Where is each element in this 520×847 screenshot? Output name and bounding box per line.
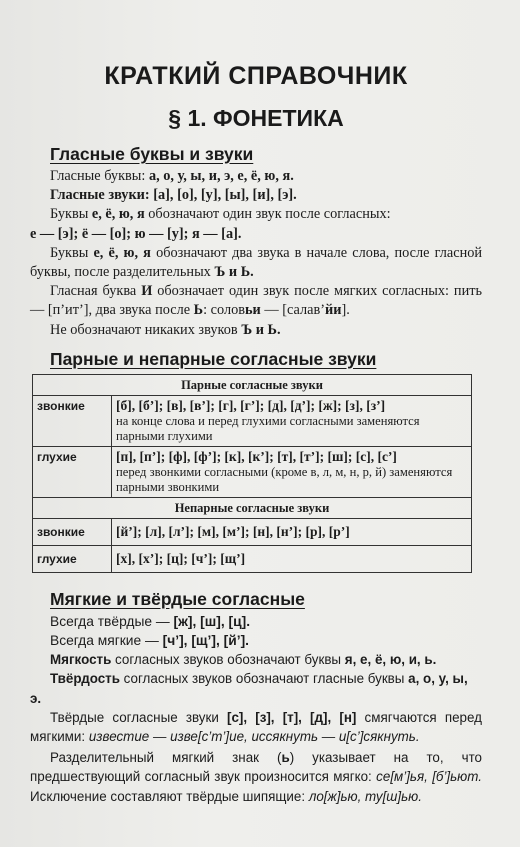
sep-example2: ло[ж]ью, ту[ш]ью.	[308, 788, 422, 804]
vowel-letters-label: Гласные буквы:	[50, 168, 146, 184]
paired-heading: Парные и непарные согласные звуки	[50, 348, 377, 369]
hardness-post: согласных звуков обозначают гласные буквы	[123, 671, 405, 687]
unpaired-header: Непарные согласные звуки	[33, 497, 472, 518]
i-post: обозначает один звук после мягких согласных: пить — [п’ит’], два звука после	[30, 283, 483, 319]
unpaired-voiceless-sounds: [х], [х’]; [ц]; [ч’]; [щ’]	[116, 550, 246, 566]
one-sound-pre: Буквы	[50, 206, 89, 223]
sep-example1: се[м’]ья, [б’]ьют.	[376, 769, 482, 785]
table-row	[33, 374, 472, 395]
one-sound-post: обозначают один звук после согласных:	[148, 206, 391, 223]
no-sound-line	[30, 321, 482, 340]
softness-letters: я, е, ё, ю, и, ь.	[344, 652, 437, 668]
voiceless-cell	[112, 446, 472, 497]
always-soft: [ч’], [щ’], [й’].	[162, 633, 249, 649]
one-sound-map-text: е — [э]; ё — [о]; ю — [у]; я — [а].	[30, 225, 242, 242]
i-pre: Гласная буква	[50, 283, 137, 300]
i-example-post: — [салав’	[260, 302, 325, 319]
hardness-word: Твёрдость	[50, 671, 120, 687]
always-soft-pre: Всегда мягкие —	[50, 633, 159, 649]
hardness-letters: а, о, у, ы, э.	[30, 671, 468, 706]
i-letter: И	[141, 283, 153, 300]
two-sounds-para	[30, 244, 482, 282]
sep-exception: Исключение составляют твёрдые шипящие:	[30, 788, 306, 804]
soften-pre: Твёрдые согласные звуки	[50, 709, 219, 725]
one-sound-letters: е, ё, ю, я	[91, 206, 145, 223]
sep-pre: Разделительный мягкий знак (	[50, 750, 282, 766]
two-sounds-signs: Ъ и Ь.	[214, 264, 254, 281]
hardness-line	[30, 669, 482, 707]
always-hard: [ж], [ш], [ц].	[173, 613, 251, 629]
i-example-end: ].	[341, 302, 350, 319]
vowel-sounds-line	[30, 186, 482, 205]
soften-para	[30, 708, 482, 746]
always-hard-pre: Всегда твёрдые —	[50, 613, 170, 629]
unpaired-voiced-label: звонкие	[33, 518, 112, 545]
unpaired-voiceless-cell	[112, 545, 472, 572]
paired-header: Парные согласные звуки	[33, 374, 472, 395]
vowel-sounds-label: Гласные звуки:	[50, 187, 150, 204]
voiced-note: на конце слова и перед глухими согласными заменяются парными глухими	[116, 413, 420, 443]
soft-hard-heading: Мягкие и твёрдые согласные	[50, 588, 305, 609]
always-hard-line	[30, 612, 482, 631]
two-sounds-letters: е, ё, ю, я	[93, 244, 151, 261]
voiceless-sounds: [п], [п’]; [ф], [ф’]; [к], [к’]; [т], [т’]; [ш]; [с], [с’]	[116, 448, 397, 464]
table-row	[33, 518, 472, 545]
table-row	[33, 446, 472, 497]
softness-word: Мягкость	[50, 652, 112, 668]
always-soft-line	[30, 631, 482, 650]
two-sounds-pre: Буквы	[50, 244, 89, 261]
letter-i-para	[30, 282, 482, 320]
vowels-heading: Гласные буквы и звуки	[50, 144, 254, 164]
sep-letter: ь	[281, 750, 290, 766]
unpaired-voiceless-label: глухие	[33, 545, 112, 572]
voiced-sounds: [б], [б’]; [в], [в’]; [г], [г’]; [д], [д’]; [ж]; [з], [з’]	[116, 397, 386, 413]
i-example-pre: : солов	[203, 302, 245, 319]
softness-post: согласных звуков обозначают буквы	[115, 652, 342, 668]
unpaired-voiced-sounds: [й’]; [л], [л’]; [м], [м’]; [н], [н’]; [р], [р’]	[116, 523, 350, 539]
sep-post: ) указывает на то, что предшествующий согласный звук произносится мягко:	[30, 750, 482, 785]
i-example-bold: ьи	[244, 302, 261, 319]
voiceless-label: глухие	[33, 446, 112, 497]
voiced-cell	[112, 395, 472, 446]
i-soft-sign: Ь	[193, 302, 204, 319]
vowel-letters-line	[30, 167, 482, 186]
soften-post: смягчаются перед мягкими:	[30, 709, 482, 745]
voiced-label: звонкие	[33, 395, 112, 446]
page-content	[30, 62, 482, 806]
table-row	[33, 545, 472, 572]
i-example-bold2: йи	[325, 302, 342, 319]
two-sounds-post: обозначают два звука в начале слова, после гласной буквы, после разделительных	[30, 244, 483, 281]
separator-para	[30, 748, 482, 806]
one-sound-map	[30, 225, 482, 244]
section-title: § 1. ФОНЕТИКА	[168, 105, 344, 131]
softness-line	[30, 650, 482, 669]
one-sound-line	[30, 205, 482, 224]
voiceless-note: перед звонкими согласными (кроме в, л, м, н, р, й) заменяются парными звонкими	[116, 464, 453, 494]
no-sound-letters: Ъ и Ь.	[241, 321, 281, 338]
soften-example: известие — изве[с’т’]ие, иссякнуть — и[с’]сякнуть.	[88, 729, 420, 745]
page-title: КРАТКИЙ СПРАВОЧНИК	[104, 62, 408, 90]
consonants-table	[32, 374, 472, 573]
vowel-sounds: [а], [о], [у], [ы], [и], [э].	[153, 187, 297, 204]
unpaired-voiced-cell	[112, 518, 472, 545]
no-sound-pre: Не обозначают никаких звуков	[50, 321, 238, 338]
vowel-letters: а, о, у, ы, и, э, е, ё, ю, я.	[148, 168, 294, 184]
table-row	[33, 395, 472, 446]
soften-sounds: [с], [з], [т], [д], [н]	[226, 709, 357, 725]
table-row	[33, 497, 472, 518]
